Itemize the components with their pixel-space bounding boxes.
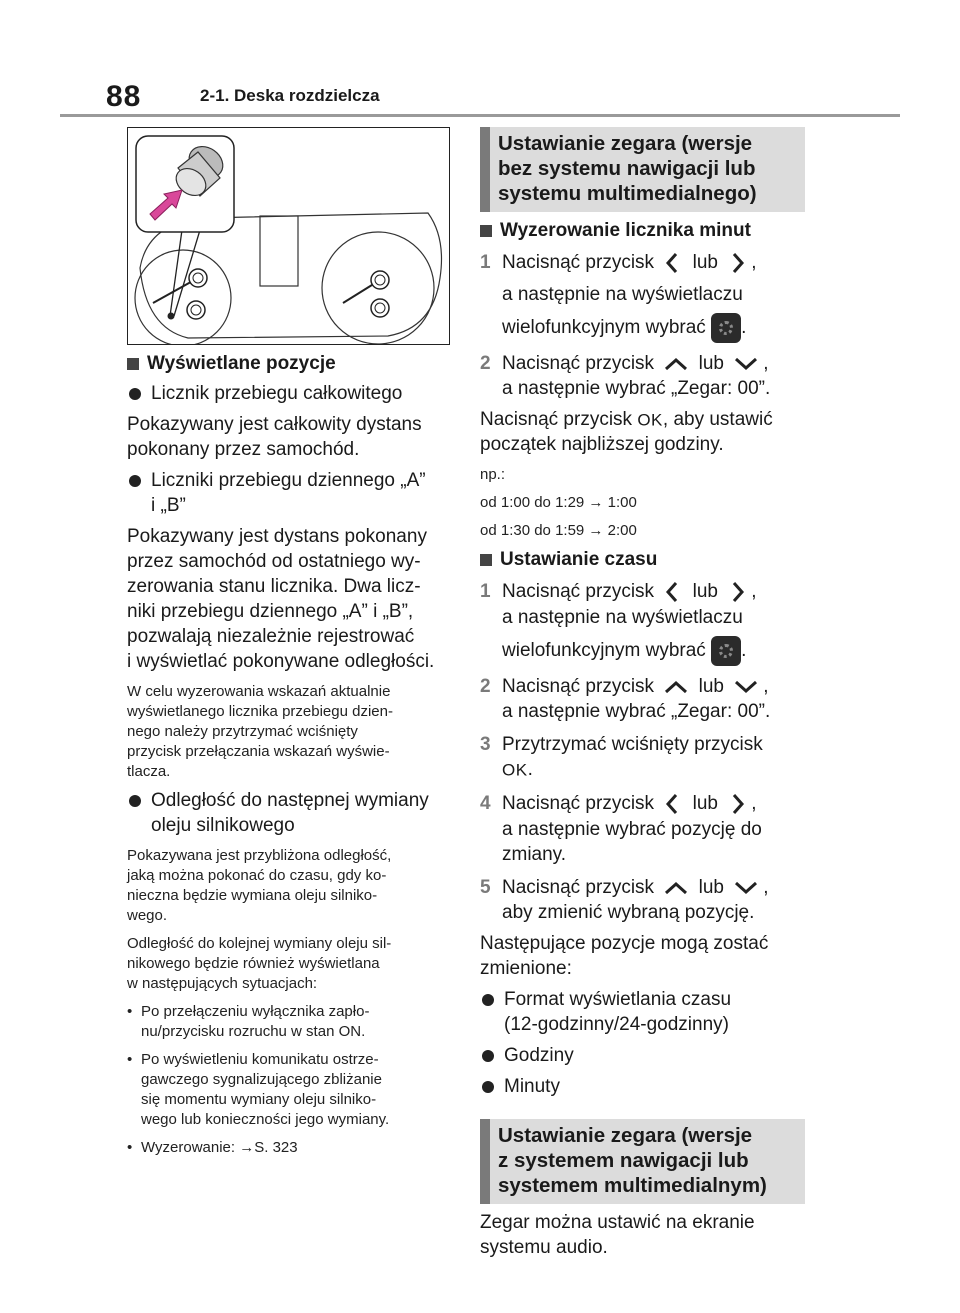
square-bullet-icon — [480, 225, 492, 237]
settings-gear-icon — [711, 636, 741, 666]
section-displayed-items: Wyświetlane pozycje — [127, 353, 450, 375]
item-odometer: Licznik przebiegu całkowitego — [127, 381, 450, 406]
chevron-down-icon — [729, 354, 763, 374]
sub-set-time: Ustawianie czasu — [480, 549, 805, 571]
step-2: 2 Nacisnąć przycisk lub , a następnie wybrać „Zegar: 00”. — [480, 676, 771, 723]
round-bullet-icon — [129, 388, 141, 400]
right-column — [480, 127, 805, 1260]
example-2: od 1:30 do 1:59 → 2:00 — [480, 522, 637, 540]
step-2: 2 Nacisnąć przycisk lub , a następnie wybrać „Zegar: 00”. — [480, 353, 771, 399]
left-column — [127, 127, 450, 1158]
chevron-up-icon — [659, 677, 693, 697]
item-trip-meters: Liczniki przebiegu dziennego „A” i „B” — [127, 468, 450, 518]
page-reference[interactable]: Wyzerowanie: →S. 323 — [141, 1139, 298, 1156]
step-1: 1 Nacisnąć przycisk lub , a następnie na wyświetlaczu wielofunkcyjnym wybrać . — [480, 579, 805, 666]
header-rule — [60, 114, 900, 117]
ok-button-icon: OK — [502, 760, 528, 780]
round-bullet-icon — [482, 1081, 494, 1093]
trip-note: W celu wyzerowania wskazań aktualnie wyświetlanego licznika przebiegu dzien- nego należy przytrzymać wciśnięty przycisk przełączania wskazań wyświe- tlacza. — [127, 683, 393, 780]
bullet-item-reset-link: • Wyzerowanie: →S. 323 — [127, 1139, 298, 1156]
round-bullet-icon — [129, 795, 141, 807]
example-1: od 1:00 do 1:29 → 1:00 — [480, 494, 637, 512]
chevron-left-icon — [659, 579, 687, 605]
bullet-item: • Po wyświetleniu komunikatu ostrze- gawczego sygnalizującego zbliżanie się momentu wymiany oleju silniko- wego lub konieczności jego wymiany. — [127, 1051, 390, 1128]
option-hours: Godziny — [480, 1043, 805, 1068]
chevron-left-icon — [659, 791, 687, 817]
settings-gear-icon — [711, 313, 741, 343]
step-1: 1 Nacisnąć przycisk lub , a następnie na wyświetlaczu wielofunkcyjnym wybrać . — [480, 250, 805, 343]
chevron-up-icon — [659, 354, 693, 374]
step-4: 4 Nacisnąć przycisk lub , a następnie wybrać pozycję do zmiany. — [480, 792, 762, 865]
example-label: np.: — [480, 466, 506, 484]
option-time-format: Format wyświetlania czasu (12-godzinny/24-godzinny) — [480, 987, 805, 1037]
instrument-cluster-figure — [127, 127, 450, 345]
square-bullet-icon — [480, 554, 492, 566]
press-ok-text: Nacisnąć przycisk OK, aby ustawić początek najbliższej godziny. — [480, 409, 773, 456]
round-bullet-icon — [129, 475, 141, 487]
step-5: 5 Nacisnąć przycisk lub , aby zmienić wybraną pozycję. — [480, 876, 769, 923]
title-clock-with-nav: Ustawianie zegara (wersje z systemem nawigacji lub systemem multimedialnym) — [480, 1119, 805, 1204]
chevron-up-icon — [659, 878, 693, 898]
page-number: 88 — [106, 80, 142, 113]
chevron-right-icon — [723, 579, 751, 605]
square-bullet-icon — [127, 358, 139, 370]
ok-button-icon: OK — [637, 410, 663, 430]
round-bullet-icon — [482, 994, 494, 1006]
oil-note-2: Odległość do kolejnej wymiany oleju sil- nikowego będzie również wyświetlana w następujących sytuacjach: — [127, 935, 392, 992]
changeable-text: Następujące pozycje mogą zostać zmienione: — [480, 932, 769, 979]
chevron-left-icon — [659, 250, 687, 276]
item-oil-change: Odległość do następnej wymiany oleju silnikowego — [127, 788, 450, 838]
option-minutes: Minuty — [480, 1074, 805, 1099]
section-header: 2-1. Deska rozdzielcza — [200, 86, 380, 105]
bullet-item: • Po przełączeniu wyłącznika zapło- nu/przycisku rozruchu w stan ON. — [127, 1003, 370, 1040]
trip-text: Pokazywany jest dystans pokonany przez samochód od ostatniego wy- zerowania stanu licznika. Dwa licz- niki przebiegu dziennego „A” i „B”, pozwalają niezależnie rejestrować i wyświetlać pokonywane odległości. — [127, 526, 435, 672]
round-bullet-icon — [482, 1050, 494, 1062]
chevron-down-icon — [729, 878, 763, 898]
odometer-text: Pokazywany jest całkowity dystans pokonany przez samochód. — [127, 414, 422, 460]
chevron-right-icon — [723, 250, 751, 276]
final-text: Zegar można ustawić na ekranie systemu audio. — [480, 1211, 755, 1258]
title-clock-no-nav: Ustawianie zegara (wersje bez systemu nawigacji lub systemu multimedialnego) — [480, 127, 805, 212]
step-3: 3 Przytrzymać wciśnięty przycisk OK. — [480, 734, 763, 781]
oil-note-1: Pokazywana jest przybliżona odległość, jaką można pokonać do czasu, gdy ko- nieczna będzie wymiana oleju silniko- wego. — [127, 847, 392, 924]
instrument-cluster-illustration — [128, 128, 449, 344]
chevron-down-icon — [729, 677, 763, 697]
chevron-right-icon — [723, 791, 751, 817]
sub-reset-minutes: Wyzerowanie licznika minut — [480, 220, 805, 242]
